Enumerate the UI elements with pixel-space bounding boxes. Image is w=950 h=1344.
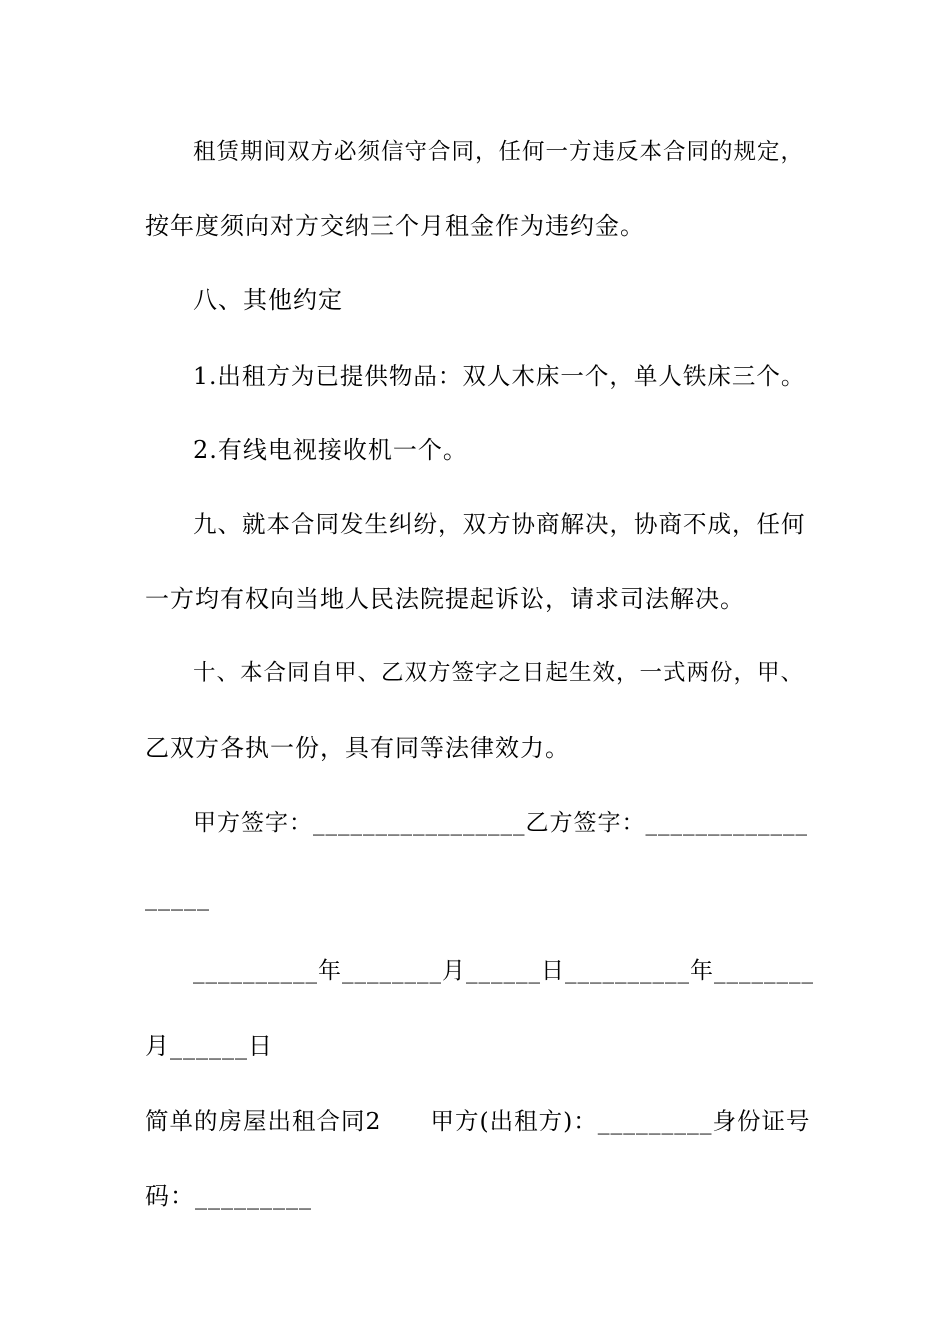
list-item: 2.有线电视接收机一个。 <box>193 436 468 464</box>
signature-line: 甲方签字：_________________乙方签字：_____________ <box>193 810 808 836</box>
signature-line-continued: _____ <box>145 883 210 911</box>
paragraph-line: 乙双方各执一份，具有同等法律效力。 <box>145 734 570 762</box>
date-line-continued: 月______日 <box>145 1032 273 1060</box>
id-number-line: 码：_________ <box>145 1182 312 1210</box>
list-item: 1.出租方为已提供物品：双人木床一个，单人铁床三个。 <box>193 362 806 390</box>
paragraph-line: 十、本合同自甲、乙双方签字之日起生效，一式两份，甲、 <box>193 660 805 686</box>
date-line: __________年________月______日__________年________ <box>193 958 814 984</box>
paragraph-line: 按年度须向对方交纳三个月租金作为违约金。 <box>145 212 645 240</box>
paragraph-line: 租赁期间双方必须信守合同，任何一方违反本合同的规定， <box>193 139 805 165</box>
contract-title-line: 简单的房屋出租合同2 甲方(出租方)：_________身份证号 <box>145 1107 811 1135</box>
paragraph-line: 九、就本合同发生纠纷，双方协商解决，协商不成，任何 <box>193 510 806 538</box>
section-heading: 八、其他约定 <box>193 286 343 314</box>
paragraph-line: 一方均有权向当地人民法院提起诉讼，请求司法解决。 <box>145 585 745 613</box>
